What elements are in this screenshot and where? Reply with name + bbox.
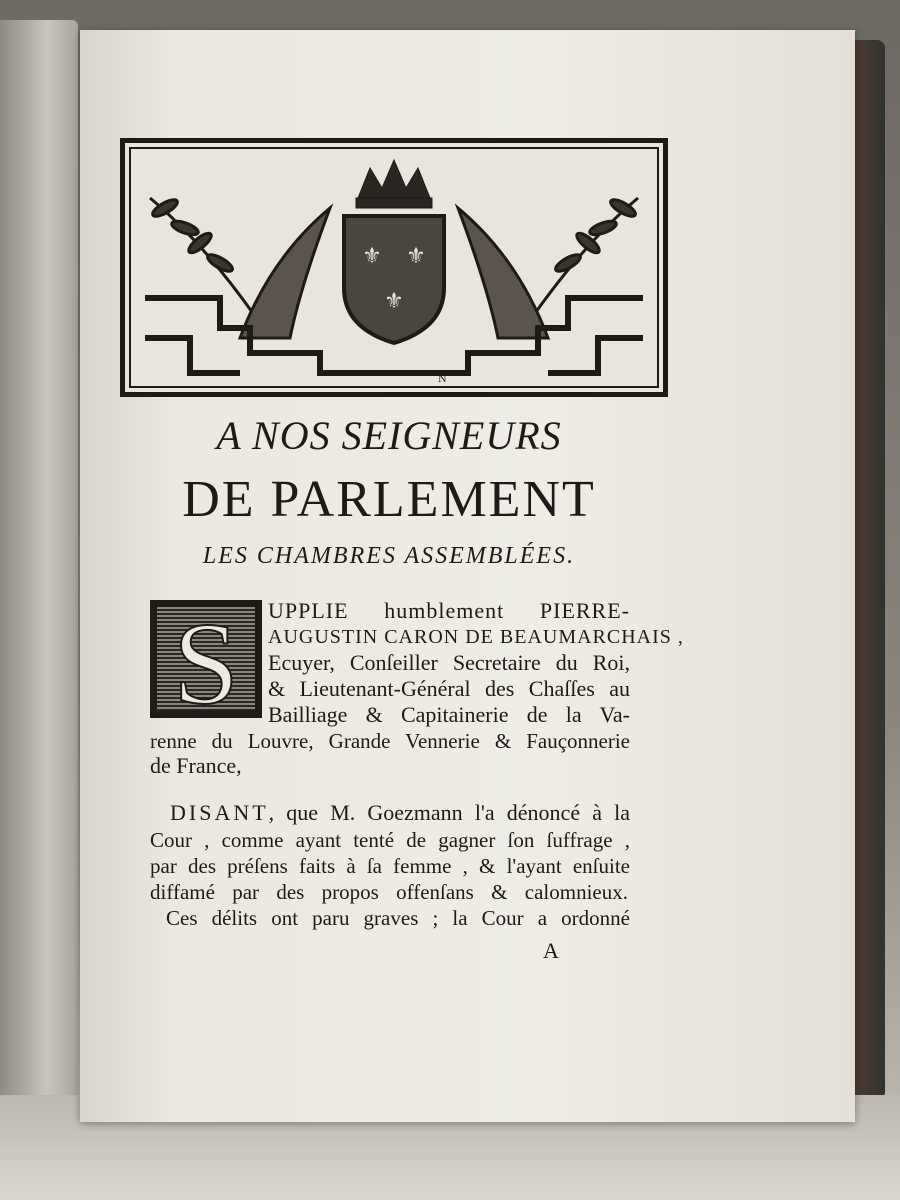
title-line-1: A NOS SEIGNEURS (216, 413, 562, 458)
engraver-initial: N (438, 374, 447, 385)
text-line: AUGUSTIN CARON DE BEAUMARCHAIS , (268, 626, 684, 648)
text-line: par des préſens faits à ſa femme , & l'ayant enſuite (150, 854, 630, 878)
text-line: de France, (150, 753, 242, 778)
woodcut-headpiece (120, 138, 668, 397)
text-line: renne du Louvre, Grande Vennerie & Fauçonnerie (150, 729, 630, 753)
signature-mark: A (543, 938, 559, 963)
text-line: Cour , comme ayant tenté de gagner ſon ſuffrage , (150, 828, 630, 852)
drop-cap-ornament (150, 598, 262, 729)
coat-of-arms-shield-icon (344, 216, 444, 343)
text-line: & Lieutenant-Général des Chaſſes au (268, 676, 630, 701)
title-line-3: LES CHAMBRES ASSEMBLÉES. (202, 543, 576, 569)
text-line: , que M. Goezmann l'a dénoncé à la (268, 800, 630, 825)
left-page-edge (0, 20, 78, 1130)
text-line: Ecuyer, Conſeiller Secretaire du Roi, (268, 650, 630, 675)
svg-text:⚜: ⚜ (384, 289, 404, 314)
text-line: UPPLIE humblement PIERRE- (268, 598, 630, 623)
svg-text:⚜: ⚜ (362, 244, 382, 269)
drop-cap-letter: S (173, 598, 239, 729)
title-line-2: DE PARLEMENT (182, 471, 596, 528)
text-line: diffamé par des propos offenſans & calomnieux. (150, 880, 628, 904)
text-lead-word: DISANT (170, 800, 269, 825)
text-line: Bailliage & Capitainerie de la Va- (268, 702, 630, 727)
svg-text:⚜: ⚜ (406, 244, 426, 269)
text-line: Ces délits ont paru graves ; la Cour a ordonné (166, 906, 630, 930)
